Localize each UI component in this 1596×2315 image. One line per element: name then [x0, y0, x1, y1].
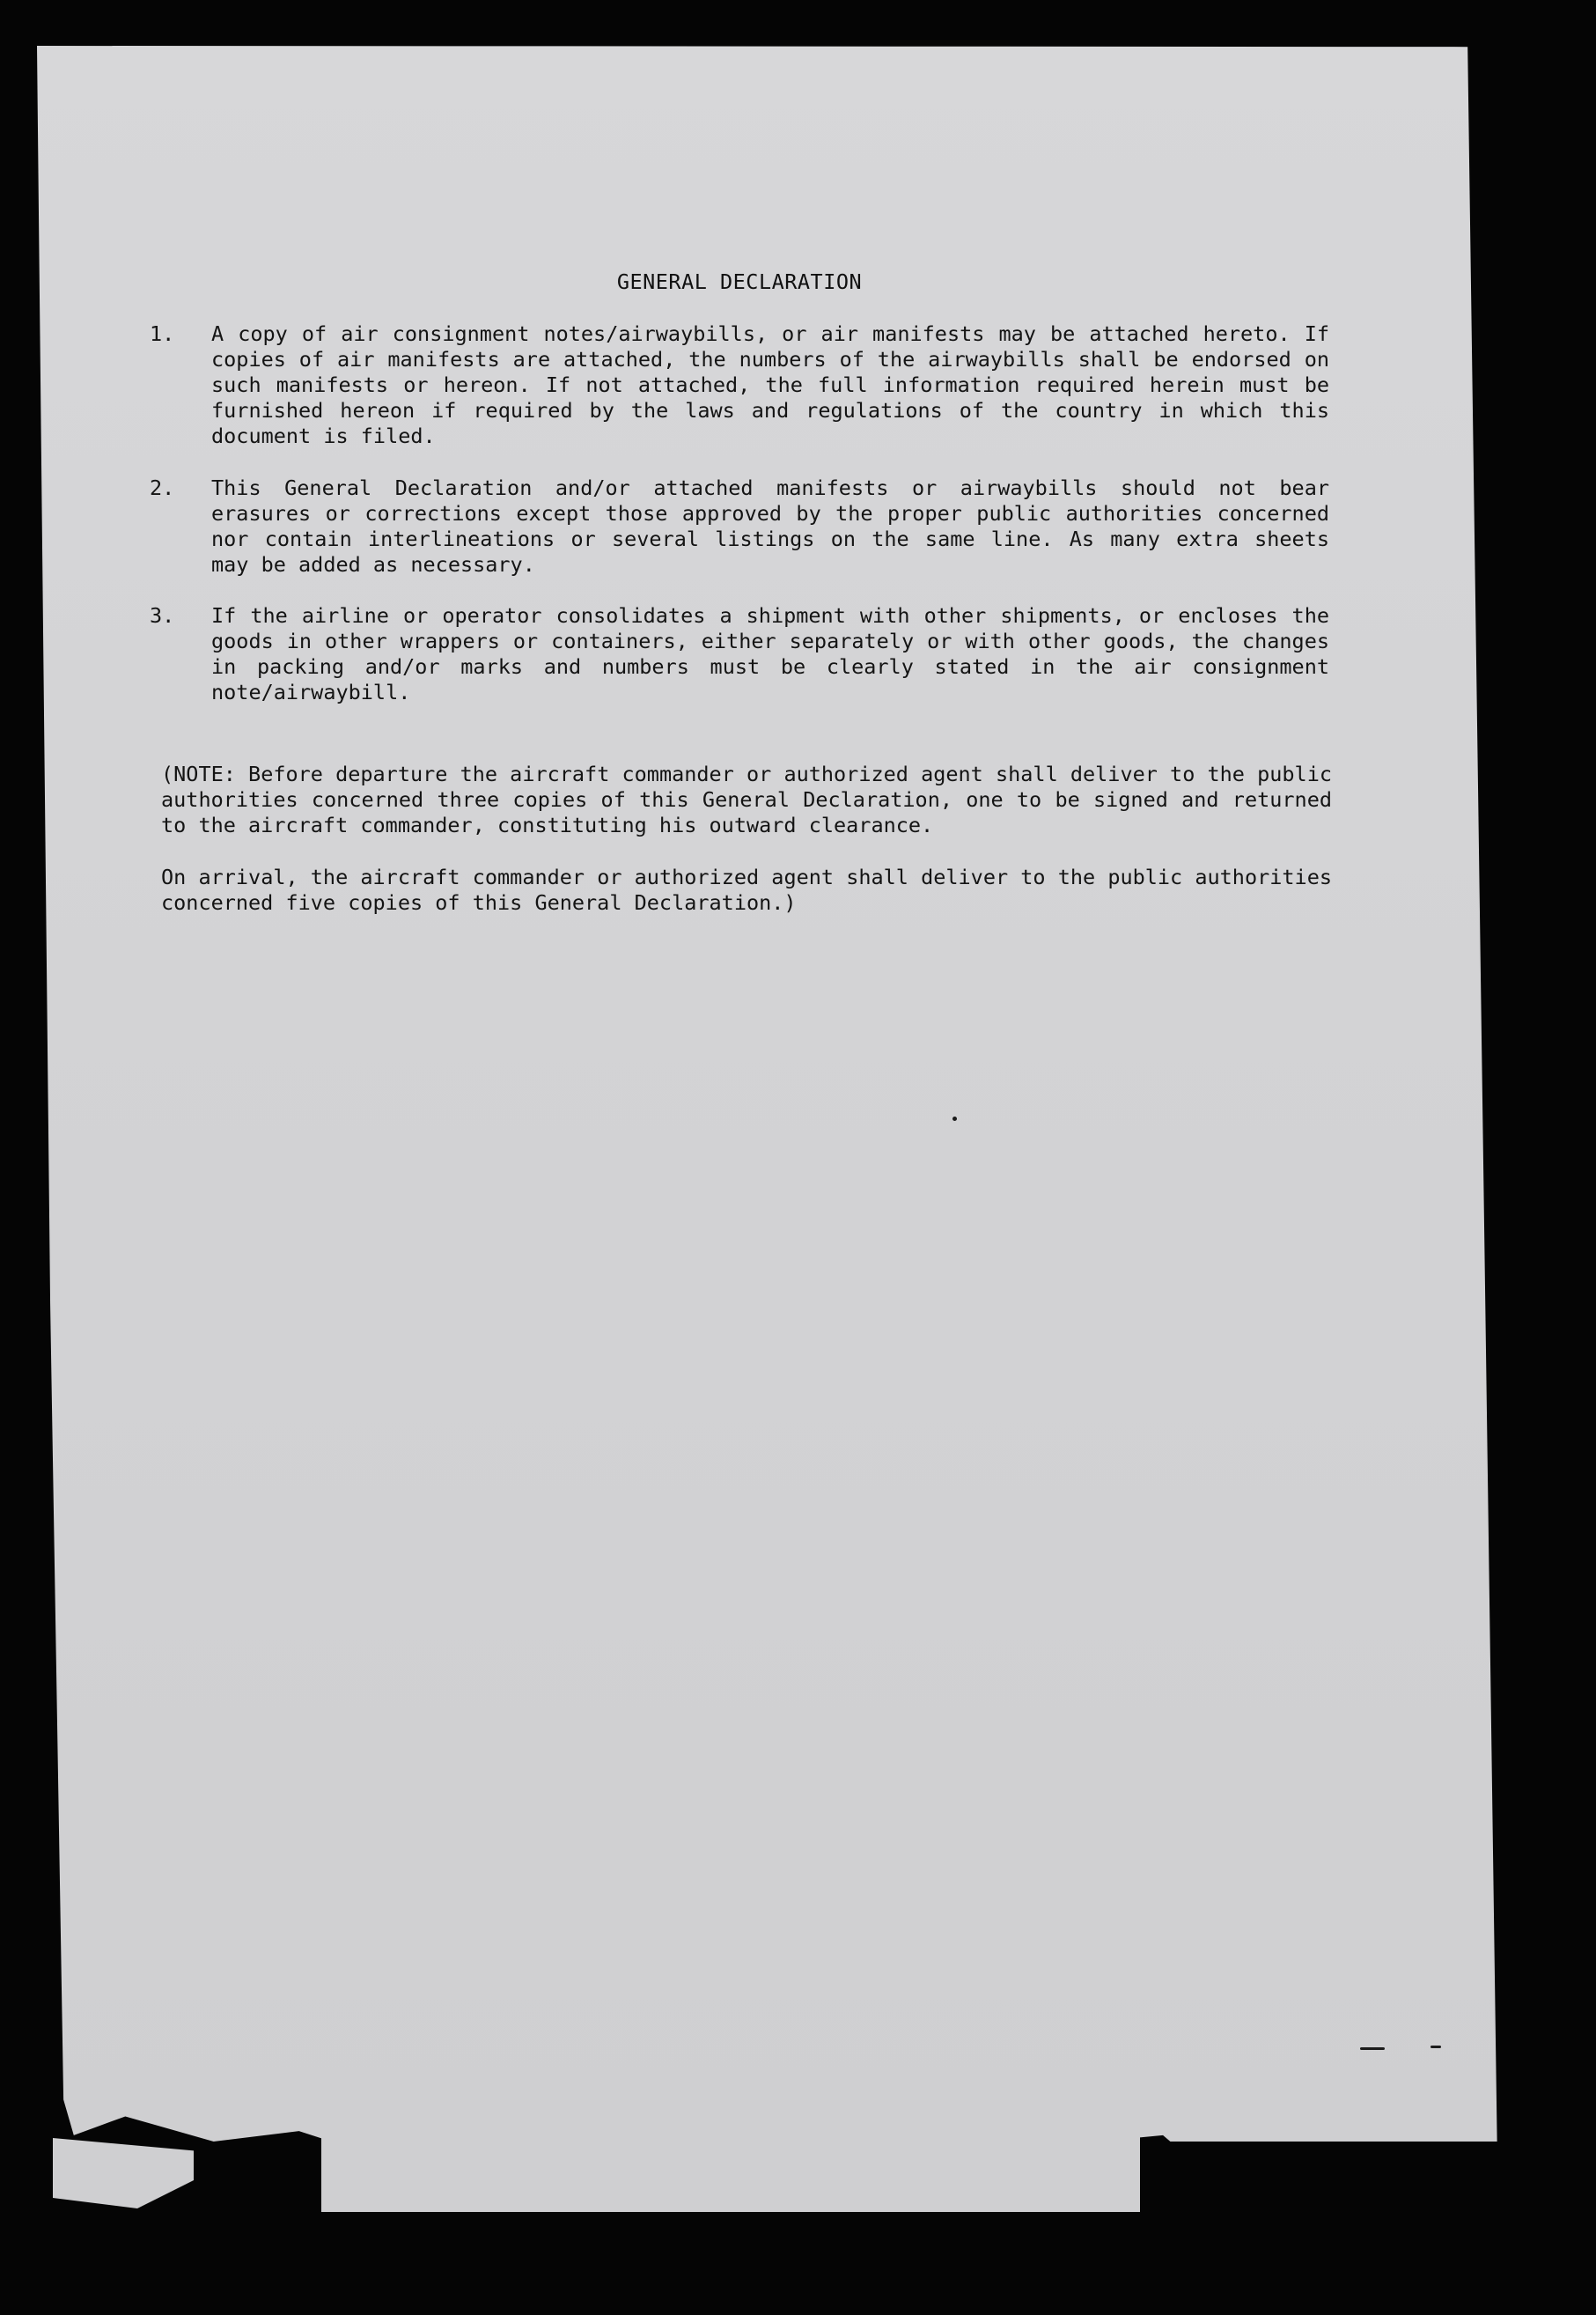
torn-corner	[53, 2138, 194, 2208]
list-item	[150, 603, 1329, 705]
note-paragraph: On arrival, the aircraft commander or authorized agent shall deliver to the public authorities concerned five copies of this General Declaration.)	[161, 865, 1332, 915]
item-text: This General Declaration and/or attached manifests or airwaybills should not bear erasures or corrections except those approved by the proper public authorities concerned nor contain interlineations or several listings on the same line. As many extra sheets may be added as necessary.	[211, 476, 1329, 577]
item-number: 2.	[150, 476, 175, 500]
item-text: If the airline or operator consolidates a shipment with other shipments, or encloses the goods in other wrappers or containers, either separately or with other goods, the changes in packing and/or marks and numbers must be clearly stated in the air consignment note/airwaybill.	[211, 603, 1329, 704]
item-number: 3.	[150, 603, 175, 628]
document-title: GENERAL DECLARATION	[616, 269, 863, 294]
list-item	[150, 476, 1329, 578]
ink-speck	[952, 1117, 957, 1121]
torn-bottom-edge	[321, 2131, 1140, 2212]
item-number: 1.	[150, 321, 175, 346]
ink-speck	[1360, 2047, 1385, 2050]
ink-speck	[1431, 2046, 1441, 2048]
note-paragraph: (NOTE: Before departure the aircraft commander or authorized agent shall deliver to the public authorities concerned three copies of this General Declaration, one to be signed and returned to the aircraft commander, constituting his outward clearance.	[161, 762, 1332, 837]
item-text: A copy of air consignment notes/airwaybills, or air manifests may be attached hereto. If copies of air manifests are attached, the numbers of the airwaybills shall be endorsed on such manifests or hereon. If not attached, the full information required herein must be furnished hereon if required by the laws and regulations of the country in which this document is filed.	[211, 321, 1329, 448]
list-item	[150, 321, 1329, 449]
